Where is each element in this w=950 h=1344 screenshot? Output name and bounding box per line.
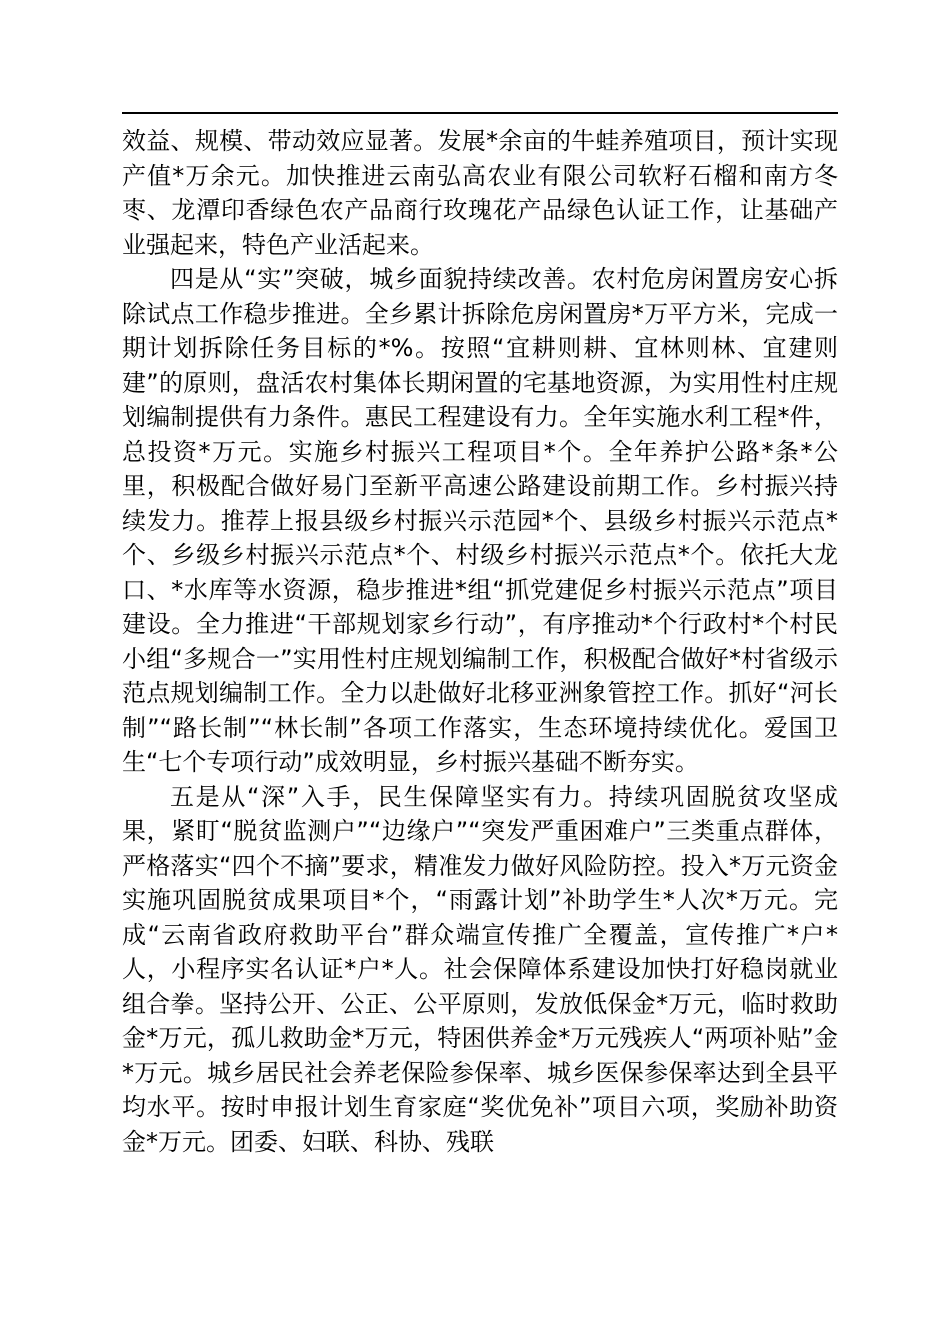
header-rule (122, 112, 838, 114)
paragraph-point-four: 四是从“实”突破，城乡面貌持续改善。农村危房闲置房安心拆除试点工作稳步推进。全乡累计拆除危房闲置房*万平方米，完成一期计划拆除任务目标的*%。按照“宜耕则耕、宜林则林、宜建则建”的原则，盘活农村集体长期闲置的宅基地资源，为实用性村庄规划编制提供有力条件。惠民工程建设有力。全年实施水利工程*件，总投资*万元。实施乡村振兴工程项目*个。全年养护公路*条*公里，积极配合做好易门至新平高速公路建设前期工作。乡村振兴持续发力。推荐上报县级乡村振兴示范园*个、县级乡村振兴示范点*个、乡级乡村振兴示范点*个、村级乡村振兴示范点*个。依托大龙口、*水库等水资源，稳步推进*组“抓党建促乡村振兴示范点”项目建设。全力推进“干部规划家乡行动”，有序推动*个行政村*个村民小组“多规合一”实用性村庄规划编制工作，积极配合做好*村省级示范点规划编制工作。全力以赴做好北移亚洲象管控工作。抓好“河长制”“路长制”“林长制”各项工作落实，生态环境持续优化。爱国卫生“七个专项行动”成效明显，乡村振兴基础不断夯实。 (122, 265, 838, 776)
document-body (122, 124, 838, 1159)
paragraph-point-five: 五是从“深”入手，民生保障坚实有力。持续巩固脱贫攻坚成果，紧盯“脱贫监测户”“边缘户”“突发严重困难户”三类重点群体，严格落实“四个不摘”要求，精准发力做好风险防控。投入*万元资金实施巩固脱贫成果项目*个，“雨露计划”补助学生*人次*万元。完成“云南省政府救助平台”群众端宣传推广全覆盖，宣传推广*户*人，小程序实名认证*户*人。社会保障体系建设加快打好稳岗就业组合拳。坚持公开、公正、公平原则，发放低保金*万元，临时救助金*万元，孤儿救助金*万元，特困供养金*万元残疾人“两项补贴”金*万元。城乡居民社会养老保险参保率、城乡医保参保率达到全县平均水平。按时申报计划生育家庭“奖优免补”项目六项，奖励补助资金*万元。团委、妇联、科协、残联 (122, 782, 838, 1156)
paragraph-continued: 效益、规模、带动效应显著。发展*余亩的牛蛙养殖项目，预计实现产值*万余元。加快推进云南弘高农业有限公司软籽石榴和南方冬枣、龙潭印香绿色农产品商行玫瑰花产品绿色认证工作，让基础产业强起来，特色产业活起来。 (122, 127, 838, 259)
